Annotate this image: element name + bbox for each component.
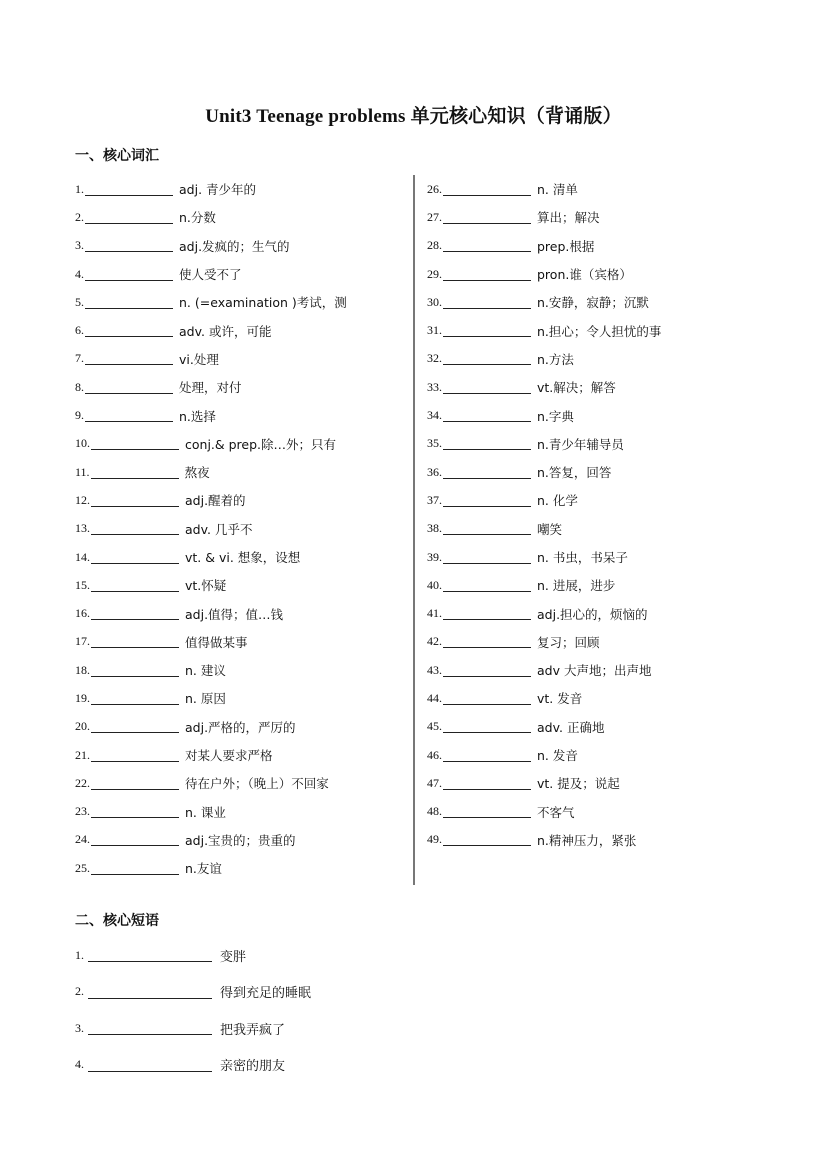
vocab-item [75, 430, 405, 458]
item-number: 19. [75, 690, 90, 705]
phrase-list [75, 937, 475, 1083]
item-meaning: adj.发疯的；生气的 [179, 238, 290, 254]
item-number: 24. [75, 832, 90, 847]
vocab-item [75, 713, 405, 741]
item-meaning: vt.解决；解答 [537, 380, 616, 396]
vocab-item [75, 232, 405, 260]
answer-blank[interactable] [443, 551, 531, 564]
vocab-item [75, 798, 405, 826]
item-meaning: n. 课业 [185, 804, 226, 820]
answer-blank[interactable] [85, 268, 173, 281]
vocab-item [75, 373, 405, 401]
answer-blank[interactable] [443, 324, 531, 337]
item-number: 34. [427, 408, 442, 423]
item-number: 5. [75, 294, 84, 309]
section-heading-phrases: 二、核心短语 [75, 913, 159, 929]
vocab-item [75, 684, 405, 712]
vocab-item [427, 571, 757, 599]
vocab-item [427, 741, 757, 769]
item-number: 42. [427, 634, 442, 649]
vocab-item [427, 345, 757, 373]
item-meaning: n. 进展，进步 [537, 578, 616, 594]
answer-blank[interactable] [91, 833, 179, 846]
item-number: 35. [427, 436, 442, 451]
column-divider [413, 175, 415, 885]
answer-blank[interactable] [91, 494, 179, 507]
item-number: 30. [427, 294, 442, 309]
item-number: 13. [75, 521, 90, 536]
item-meaning: 把我弄疯了 [220, 1022, 286, 1038]
item-meaning: vt. & vi. 想象，设想 [185, 550, 301, 565]
answer-blank[interactable] [85, 183, 173, 196]
vocab-item [427, 430, 757, 458]
vocab-item [75, 628, 405, 656]
item-number: 44. [427, 690, 442, 705]
vocab-item [75, 203, 405, 231]
item-meaning: n.担心；令人担忧的事 [537, 323, 662, 339]
item-number: 26. [427, 181, 442, 196]
answer-blank[interactable] [88, 1058, 212, 1072]
item-meaning: n.精神压力，紧张 [537, 832, 637, 848]
answer-blank[interactable] [91, 692, 179, 705]
vocab-item [427, 203, 757, 231]
item-meaning: 算出；解决 [537, 210, 600, 226]
vocab-item [427, 232, 757, 260]
item-meaning: adv. 或许，可能 [179, 323, 272, 339]
item-number: 21. [75, 747, 90, 762]
item-meaning: vt.怀疑 [185, 578, 227, 594]
item-number: 39. [427, 549, 442, 564]
vocab-item [427, 316, 757, 344]
item-meaning: n. 书虫，书呆子 [537, 550, 628, 565]
item-meaning: n. 发音 [537, 748, 578, 764]
answer-blank[interactable] [443, 183, 531, 196]
vocab-item [75, 458, 405, 486]
answer-blank[interactable] [88, 1021, 212, 1035]
item-number: 18. [75, 662, 90, 677]
answer-blank[interactable] [85, 239, 173, 252]
item-number: 48. [427, 804, 442, 819]
item-meaning: pron.谁（宾格） [537, 267, 632, 283]
item-number: 16. [75, 606, 90, 621]
vocab-item [427, 656, 757, 684]
page-title: Unit3 Teenage problems 单元核心知识（背诵版） [205, 106, 622, 127]
answer-blank[interactable] [443, 437, 531, 450]
answer-blank[interactable] [85, 409, 173, 422]
item-meaning: n.答复，回答 [537, 465, 612, 481]
answer-blank[interactable] [91, 720, 179, 733]
item-meaning: n. 原因 [185, 691, 226, 707]
item-number: 2. [75, 209, 84, 224]
answer-blank[interactable] [91, 551, 179, 564]
answer-blank[interactable] [91, 437, 179, 450]
answer-blank[interactable] [443, 833, 531, 846]
item-meaning: 嘲笑 [537, 521, 563, 537]
vocab-list-left [75, 175, 405, 882]
item-number: 22. [75, 775, 90, 790]
item-number: 32. [427, 351, 442, 366]
answer-blank[interactable] [85, 352, 173, 365]
vocab-item [427, 543, 757, 571]
vocab-item [75, 515, 405, 543]
item-meaning: n.方法 [537, 351, 574, 367]
vocab-item [427, 798, 757, 826]
item-number: 31. [427, 323, 442, 338]
item-number: 25. [75, 860, 90, 875]
vocab-item [75, 260, 405, 288]
item-meaning: 复习；回顾 [537, 634, 600, 650]
answer-blank[interactable] [443, 296, 531, 309]
item-number: 36. [427, 464, 442, 479]
item-meaning: adj.严格的，严厉的 [185, 719, 296, 735]
item-number: 1. [75, 947, 84, 962]
item-number: 4. [75, 1057, 84, 1072]
answer-blank[interactable] [443, 664, 531, 677]
answer-blank[interactable] [443, 579, 531, 592]
phrase-item [75, 1010, 475, 1047]
answer-blank[interactable] [443, 777, 531, 790]
item-number: 27. [427, 209, 442, 224]
answer-blank[interactable] [443, 381, 531, 394]
item-number: 4. [75, 266, 84, 281]
answer-blank[interactable] [443, 409, 531, 422]
vocab-item [427, 288, 757, 316]
answer-blank[interactable] [85, 296, 173, 309]
vocab-item [75, 741, 405, 769]
item-meaning: adv. 正确地 [537, 719, 605, 735]
answer-blank[interactable] [443, 635, 531, 648]
item-meaning: 值得做某事 [185, 634, 248, 650]
vocab-item [427, 826, 757, 854]
item-number: 43. [427, 662, 442, 677]
item-number: 28. [427, 238, 442, 253]
answer-blank[interactable] [88, 948, 212, 962]
item-number: 6. [75, 323, 84, 338]
vocab-item [75, 543, 405, 571]
item-meaning: vt. 提及；说起 [537, 776, 620, 792]
answer-blank[interactable] [443, 720, 531, 733]
item-meaning: 亲密的朋友 [220, 1059, 286, 1075]
item-meaning: adv. 几乎不 [185, 521, 253, 537]
phrase-item [75, 937, 475, 974]
item-number: 37. [427, 492, 442, 507]
item-number: 7. [75, 351, 84, 366]
vocab-item [75, 345, 405, 373]
item-meaning: 熬夜 [184, 465, 210, 481]
answer-blank[interactable] [91, 635, 179, 648]
vocab-item [75, 316, 405, 344]
vocab-item [427, 260, 757, 288]
item-meaning: adj.醒着的 [185, 493, 246, 509]
item-meaning: 待在户外；（晚上）不回家 [185, 776, 329, 792]
vocab-item [75, 175, 405, 203]
item-meaning: n.分数 [179, 210, 216, 226]
item-meaning: adj.值得；值…钱 [185, 606, 284, 622]
answer-blank[interactable] [91, 607, 179, 620]
vocab-item [427, 373, 757, 401]
vocab-item [75, 656, 405, 684]
phrase-item [75, 1047, 475, 1084]
answer-blank[interactable] [91, 777, 179, 790]
answer-blank[interactable] [85, 381, 173, 394]
vocab-item [75, 854, 405, 882]
item-meaning: n.友谊 [185, 861, 222, 877]
answer-blank[interactable] [443, 494, 531, 507]
vocab-item [427, 599, 757, 627]
vocab-item [427, 684, 757, 712]
item-number: 3. [75, 1020, 84, 1035]
answer-blank[interactable] [88, 985, 212, 999]
item-meaning: adj.宝贵的；贵重的 [185, 832, 296, 848]
item-meaning: 得到充足的睡眠 [220, 986, 312, 1002]
item-number: 15. [75, 577, 90, 592]
item-number: 41. [427, 606, 442, 621]
item-number: 3. [75, 238, 84, 253]
answer-blank[interactable] [91, 862, 179, 875]
vocab-item [427, 515, 757, 543]
vocab-item [427, 486, 757, 514]
item-meaning: adj.担心的，烦恼的 [537, 606, 648, 622]
item-meaning: 处理，对付 [179, 380, 242, 396]
answer-blank[interactable] [443, 522, 531, 535]
answer-blank[interactable] [91, 579, 179, 592]
vocab-item [427, 628, 757, 656]
item-meaning: n. 化学 [537, 493, 578, 509]
item-number: 47. [427, 775, 442, 790]
item-meaning: n.青少年辅导员 [537, 436, 624, 452]
vocab-item [75, 571, 405, 599]
answer-blank[interactable] [91, 466, 179, 479]
vocab-item [75, 826, 405, 854]
answer-blank[interactable] [85, 211, 173, 224]
item-number: 33. [427, 379, 442, 394]
answer-blank[interactable] [443, 239, 531, 252]
answer-blank[interactable] [443, 211, 531, 224]
item-number: 14. [75, 549, 90, 564]
vocab-item [75, 401, 405, 429]
answer-blank[interactable] [443, 692, 531, 705]
answer-blank[interactable] [443, 805, 531, 818]
item-meaning: 不客气 [537, 804, 575, 820]
item-meaning: conj.& prep.除…外；只有 [185, 436, 337, 452]
item-meaning: vt. 发音 [537, 691, 583, 707]
vocab-item [427, 401, 757, 429]
vocab-list-right [427, 175, 757, 854]
item-number: 10. [75, 436, 90, 451]
vocab-item [75, 769, 405, 797]
vocab-item [75, 288, 405, 316]
item-meaning: 使人受不了 [179, 267, 242, 283]
item-meaning: adv 大声地；出声地 [537, 663, 652, 679]
answer-blank[interactable] [443, 352, 531, 365]
item-number: 40. [427, 577, 442, 592]
vocab-item [427, 713, 757, 741]
item-number: 49. [427, 832, 442, 847]
answer-blank[interactable] [91, 749, 179, 762]
phrase-item [75, 974, 475, 1011]
item-number: 20. [75, 719, 90, 734]
item-meaning: n. 清单 [537, 182, 578, 198]
item-meaning: 变胖 [220, 949, 247, 965]
item-meaning: n.字典 [537, 408, 574, 424]
answer-blank[interactable] [443, 607, 531, 620]
section-heading-vocabulary: 一、核心词汇 [75, 148, 159, 164]
answer-blank[interactable] [443, 466, 531, 479]
item-meaning: n. 建议 [185, 663, 226, 679]
item-meaning: 对某人要求严格 [185, 748, 273, 764]
item-number: 8. [75, 379, 84, 394]
item-number: 2. [75, 984, 84, 999]
item-number: 46. [427, 747, 442, 762]
answer-blank[interactable] [91, 522, 179, 535]
item-meaning: prep.根据 [537, 238, 595, 254]
vocab-item [75, 486, 405, 514]
vocab-item [75, 599, 405, 627]
answer-blank[interactable] [85, 324, 173, 337]
item-meaning: n.选择 [179, 408, 216, 424]
item-number: 45. [427, 719, 442, 734]
item-number: 38. [427, 521, 442, 536]
item-number: 1. [75, 181, 84, 196]
item-meaning: adj. 青少年的 [179, 182, 257, 198]
item-number: 9. [75, 408, 84, 423]
item-number: 11. [75, 464, 90, 479]
item-number: 12. [75, 492, 90, 507]
item-number: 23. [75, 804, 90, 819]
answer-blank[interactable] [91, 664, 179, 677]
answer-blank[interactable] [443, 749, 531, 762]
vocab-item [427, 458, 757, 486]
item-number: 29. [427, 266, 442, 281]
item-meaning: n. (=examination )考试，测 [179, 295, 347, 311]
answer-blank[interactable] [443, 268, 531, 281]
item-meaning: vi.处理 [179, 351, 219, 367]
answer-blank[interactable] [91, 805, 179, 818]
item-meaning: n.安静，寂静；沉默 [537, 295, 649, 311]
vocab-item [427, 175, 757, 203]
vocab-item [427, 769, 757, 797]
item-number: 17. [75, 634, 90, 649]
